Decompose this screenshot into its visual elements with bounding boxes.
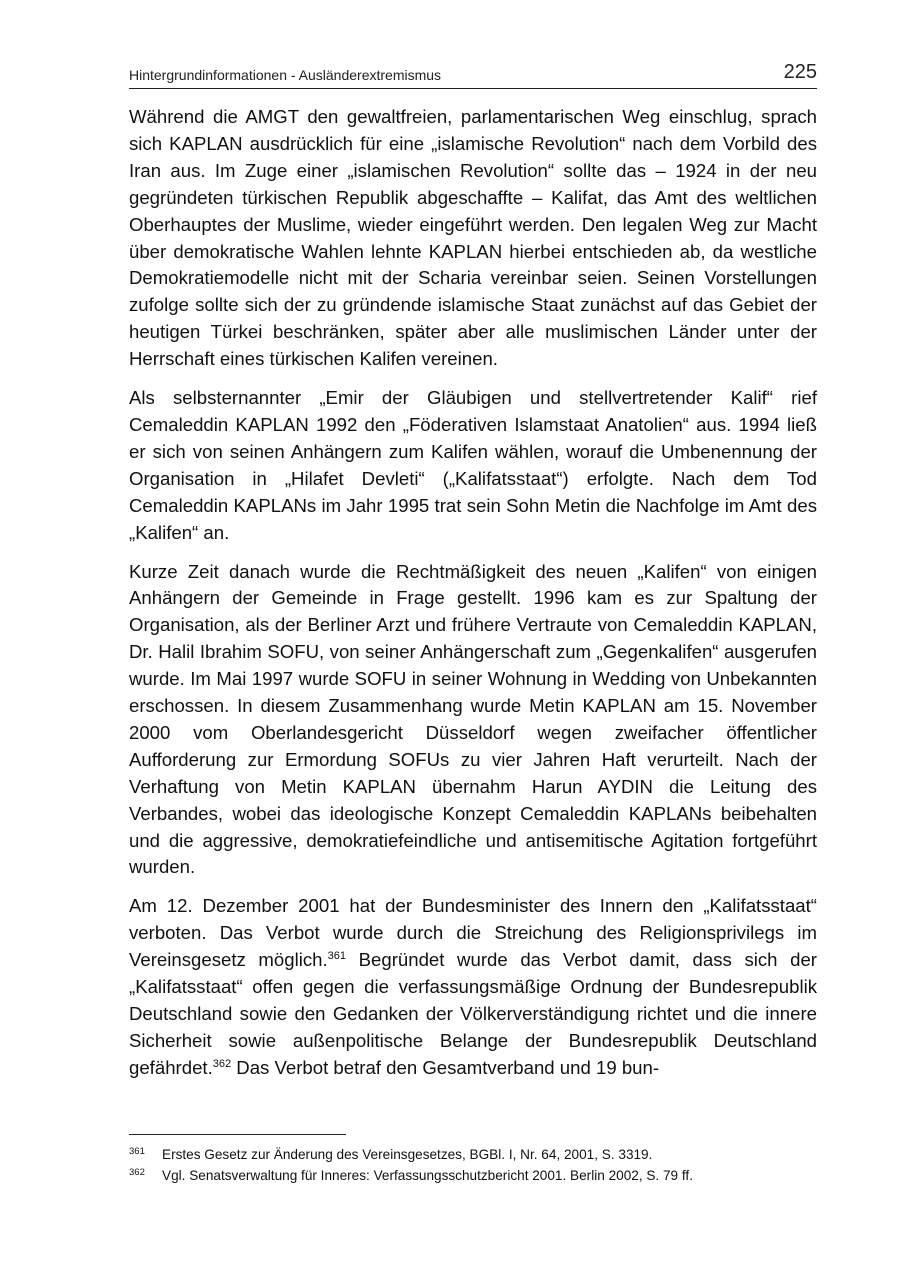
- body-text: [129, 104, 817, 1094]
- paragraph-text: Während die AMGT den gewaltfreien, parlamentarischen Weg einschlug, sprach sich KAPLAN ausdrücklich für eine „islamische Revolution“ nach dem Vorbild des Iran aus. Im Zuge einer „islamischen Revolution“ sollte das – 1924 in der neu gegründeten türkischen Republik abgeschaffte – Kalifat, das Amt des weltlichen Oberhauptes der Muslime, wieder eingeführt werden. Den legalen Weg zur Macht über demokratische Wahlen lehnte KAPLAN hierbei entschieden ab, da westliche Demokratiemodelle nicht mit der Scharia vereinbar seien. Seinen Vorstellungen zufolge sollte sich der zu gründende islamische Staat zunächst auf das Gebiet der heutigen Türkei beschränken, später aber alle muslimischen Länder unter der Herrschaft eines türkischen Kalifen vereinen.: [129, 106, 817, 370]
- paragraph-text: Als selbsternannter „Emir der Gläubigen und stellvertretender Kalif“ rief Cemaleddin KAPLAN 1992 den „Föderativen Islamstaat Anatolien“ aus. 1994 ließ er sich von seinen Anhängern zum Kalifen wählen, worauf die Umbenennung der Organisation in „Hilafet Devleti“ („Kalifatsstaat“) erfolgte. Nach dem Tod Cemaleddin KAPLANs im Jahr 1995 trat sein Sohn Metin die Nachfolge im Amt des „Kalifen“ an.: [129, 387, 817, 543]
- footnote: [129, 1144, 817, 1165]
- header-title: Hintergrundinformationen - Ausländerextremismus: [129, 67, 442, 83]
- paragraph: [129, 893, 817, 1081]
- footnote-reference[interactable]: 361: [327, 950, 347, 962]
- paragraph-text: Am 12. Dezember 2001 hat der Bundesminister des Innern den „Kalifatsstaat“ verboten. Das Verbot wurde durch die Streichung des Religionsprivilegs im Vereinsgesetz möglich.: [129, 895, 817, 971]
- footnote-divider: [129, 1134, 346, 1135]
- footnote-text: Erstes Gesetz zur Änderung des Vereinsgesetzes, BGBl. I, Nr. 64, 2001, S. 3319.: [162, 1147, 653, 1162]
- footnote-number: 361: [129, 1146, 145, 1157]
- footnote-reference[interactable]: 362: [212, 1057, 232, 1070]
- paragraph: [129, 385, 817, 546]
- running-header: [129, 60, 817, 89]
- footnote: [129, 1165, 817, 1186]
- paragraph: [129, 559, 817, 882]
- paragraph-text: Begründet wurde das Verbot damit, dass sich der „Kalifatsstaat“ offen gegen die verfassungsmäßige Ordnung der Bundesrepublik Deutschland sowie den Gedanken der Völkerverständigung richtet und die innere Sicherheit sowie außenpolitische Belange der Bundesrepublik Deutschland gefährdet.: [129, 949, 817, 1078]
- footnotes: [129, 1144, 817, 1186]
- paragraph: [129, 104, 817, 373]
- page-number: 225: [783, 61, 817, 83]
- footnote-number: 362: [129, 1167, 145, 1178]
- paragraph-text: Das Verbot betraf den Gesamtverband und 19 bun-: [231, 1056, 660, 1078]
- footnote-text: Vgl. Senatsverwaltung für Inneres: Verfassungsschutzbericht 2001. Berlin 2002, S. 79 ff.: [162, 1168, 693, 1183]
- paragraph-text: Kurze Zeit danach wurde die Rechtmäßigkeit des neuen „Kalifen“ von einigen Anhängern der Gemeinde in Frage gestellt. 1996 kam es zur Spaltung der Organisation, als der Berliner Arzt und frühere Vertraute von Cemaleddin KAPLAN, Dr. Halil Ibrahim SOFU, von seiner Anhängerschaft zum „Gegenkalifen“ ausgerufen wurde. Im Mai 1997 wurde SOFU in seiner Wohnung in Wedding von Unbekannten erschossen. In diesem Zusammenhang wurde Metin KAPLAN am 15. November 2000 vom Oberlandesgericht Düsseldorf wegen zweifacher öffentlicher Aufforderung zur Ermordung SOFUs zu vier Jahren Haft verurteilt. Nach der Verhaftung von Metin KAPLAN übernahm Harun AYDIN die Leitung des Verbandes, wobei das ideologische Konzept Cemaleddin KAPLANs beibehalten und die aggressive, demokratiefeindliche und antisemitische Agitation fortgeführt wurden.: [129, 560, 817, 878]
